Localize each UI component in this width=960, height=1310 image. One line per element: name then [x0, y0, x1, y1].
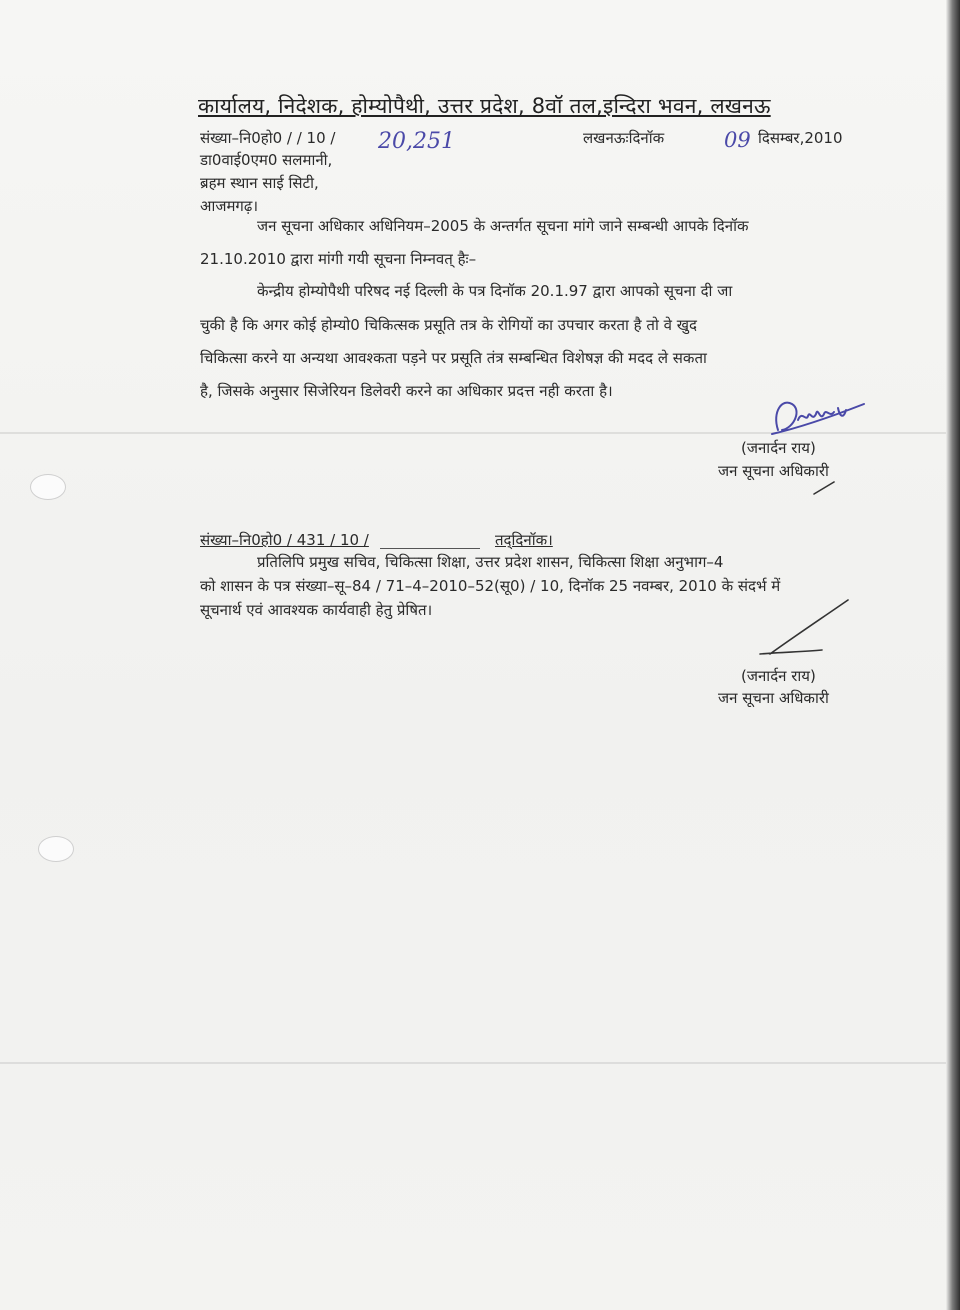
signer-name: (जनार्दन राय)	[741, 667, 816, 685]
fold-line	[0, 1062, 946, 1064]
copy-date: तद्‌दिनॉक।	[495, 531, 553, 549]
body-paragraph-line: चिकित्सा करने या अन्यथा आवश्कता पड़ने पर प्रसूति तंत्र सम्बन्धित विशेषज्ञ की मदद ले सकता	[200, 349, 707, 367]
copy-reference-number: संख्या–नि0हो0 / 431 / 10 /	[200, 531, 369, 549]
reference-number: संख्या–नि0हो0 / / 10 /	[200, 129, 336, 147]
body-paragraph-line: चुकी है कि अगर कोई होम्यो0 चिकित्सक प्रसूति तत्र के रोगियों का उपचार करता है तो वे खुद	[200, 316, 697, 334]
handwritten-reference: 20,251	[378, 129, 455, 154]
date-label: लखनऊःदिनॉक	[583, 129, 665, 147]
handwritten-signature	[768, 392, 868, 442]
reference-blank-line	[380, 531, 480, 549]
punch-hole	[38, 836, 74, 862]
addressee-line: डा0वाई0एम0 सलमानी,	[200, 151, 333, 169]
body-paragraph-line: है, जिसके अनुसार सिजेरियन डिलेवरी करने का अधिकार प्रदत्त नही करता है।	[200, 382, 613, 400]
addressee-line: आजमगढ़।	[200, 197, 259, 215]
handwritten-date: 09	[724, 128, 751, 152]
date-month-year: दिसम्बर,2010	[758, 129, 843, 147]
signer-name: (जनार्दन राय)	[741, 439, 816, 457]
addressee-line: ब्रहम स्थान साई सिटी,	[200, 174, 319, 192]
signer-title: जन सूचना अधिकारी	[718, 462, 829, 480]
body-paragraph-line: 21.10.2010 द्वारा मांगी गयी सूचना निम्नवत् हैः–	[200, 250, 477, 268]
scan-edge	[946, 0, 960, 1310]
copy-line: को शासन के पत्र संख्या–सू–84 / 71–4–2010–52(सू0) / 10, दिनॉक 25 नवम्बर, 2010 के संदर्भ में	[200, 577, 781, 595]
copy-line: प्रतिलिपि प्रमुख सचिव, चिकित्सा शिक्षा, उत्तर प्रदेश शासन, चिकित्सा शिक्षा अनुभाग–4	[257, 553, 724, 571]
tick-mark	[812, 480, 838, 496]
punch-hole	[30, 474, 66, 500]
body-paragraph-line: केन्द्रीय होम्योपैथी परिषद नई दिल्ली के पत्र दिनॉक 20.1.97 द्वारा आपको सूचना दी जा	[257, 282, 733, 300]
signer-title: जन सूचना अधिकारी	[718, 689, 829, 707]
copy-line: सूचनार्थ एवं आवश्यक कार्यवाही हेतु प्रेषित।	[200, 601, 433, 619]
handwritten-signature	[752, 596, 852, 660]
body-paragraph-line: जन सूचना अधिकार अधिनियम–2005 के अन्तर्गत सूचना मांगे जाने सम्बन्धी आपके दिनॉक	[257, 217, 749, 235]
office-heading: कार्यालय, निदेशक, होम्योपैथी, उत्तर प्रदेश, 8वॉ तल,इन्दिरा भवन, लखनऊ	[198, 94, 771, 118]
